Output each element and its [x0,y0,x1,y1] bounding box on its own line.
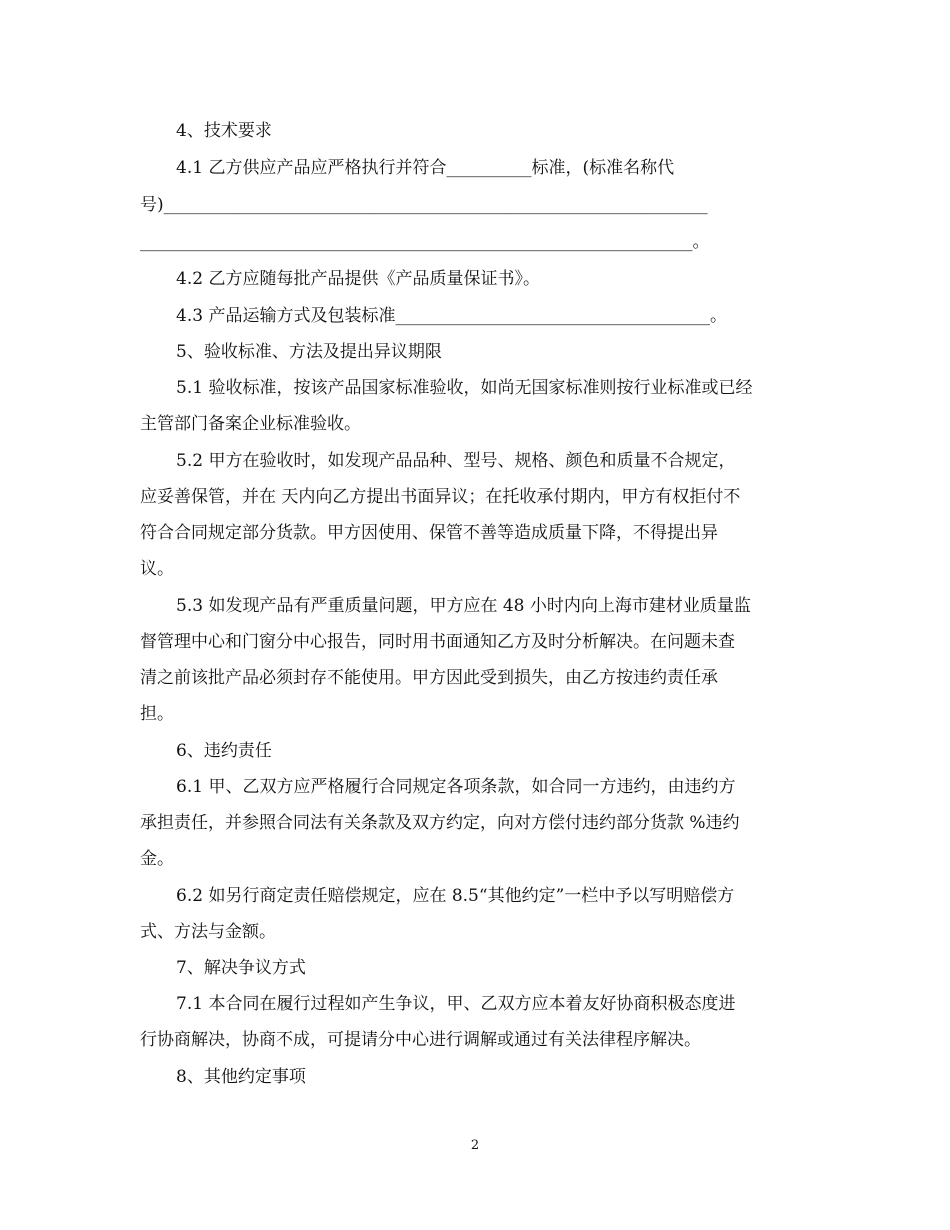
clause-4-2: 4.2 乙方应随每批产品提供《产品质量保证书》。 [176,269,540,289]
clause-6-2-line-1: 6.2 如另行商定责任赔偿规定，应在 8.5“其他约定”一栏中予以写明赔偿方 [176,886,735,906]
page-number: 2 [470,1138,480,1153]
clause-5-2-line-2: 应妥善保管，并在 天内向乙方提出书面异议；在托收承付期内，甲方有权拒付不 [140,487,741,507]
section-4-heading: 4、技术要求 [176,121,272,141]
section-6-heading: 6、违约责任 [176,741,272,761]
clause-4-1-line-1: 4.1 乙方供应产品应严格执行并符合__________标准，(标准名称代 [176,158,675,178]
clause-5-1-line-1: 5.1 验收标准，按该产品国家标准验收，如尚无国家标准则按行业标准或已经 [176,378,753,398]
clause-5-2-line-4: 议。 [140,559,174,579]
clause-6-1-line-2: 承担责任，并参照合同法有关条款及双方约定，向对方偿付违约部分货款 %违约 [140,813,740,833]
clause-4-1-line-3: _________________________________________________________________。 [140,232,710,252]
clause-5-3-line-1: 5.3 如发现产品有严重质量问题，甲方应在 48 小时内向上海市建材业质量监 [176,596,751,616]
clause-5-3-line-3: 清之前该批产品必须封存不能使用。甲方因此受到损失，由乙方按违约责任承 [140,668,718,688]
section-8-heading: 8、其他约定事项 [176,1067,306,1087]
clause-5-2-line-3: 符合合同规定部分货款。甲方因使用、保管不善等造成质量下降，不得提出异 [140,523,718,543]
clause-5-1-line-2: 主管部门备案企业标准验收。 [140,414,361,434]
clause-7-1-line-2: 行协商解决，协商不成，可提请分中心进行调解或通过有关法律程序解决。 [140,1030,701,1050]
clause-5-3-line-4: 担。 [140,704,174,724]
clause-4-1-line-2: 号)________________________________________________________________ [140,195,708,215]
clause-4-3: 4.3 产品运输方式及包装标准_____________________________________。 [176,306,727,326]
clause-6-1-line-3: 金。 [140,849,174,869]
clause-5-3-line-2: 督管理中心和门窗分中心报告，同时用书面通知乙方及时分析解决。在问题未查 [140,632,735,652]
clause-7-1-line-1: 7.1 本合同在履行过程如产生争议，甲、乙双方应本着友好协商积极态度进 [176,994,736,1014]
section-5-heading: 5、验收标准、方法及提出异议期限 [176,342,442,362]
clause-6-2-line-2: 式、方法与金额。 [140,922,276,942]
clause-5-2-line-1: 5.2 甲方在验收时，如发现产品品种、型号、规格、颜色和质量不合规定， [176,451,736,471]
section-7-heading: 7、解决争议方式 [176,958,306,978]
clause-6-1-line-1: 6.1 甲、乙双方应严格履行合同规定各项条款，如合同一方违约，由违约方 [176,777,736,797]
